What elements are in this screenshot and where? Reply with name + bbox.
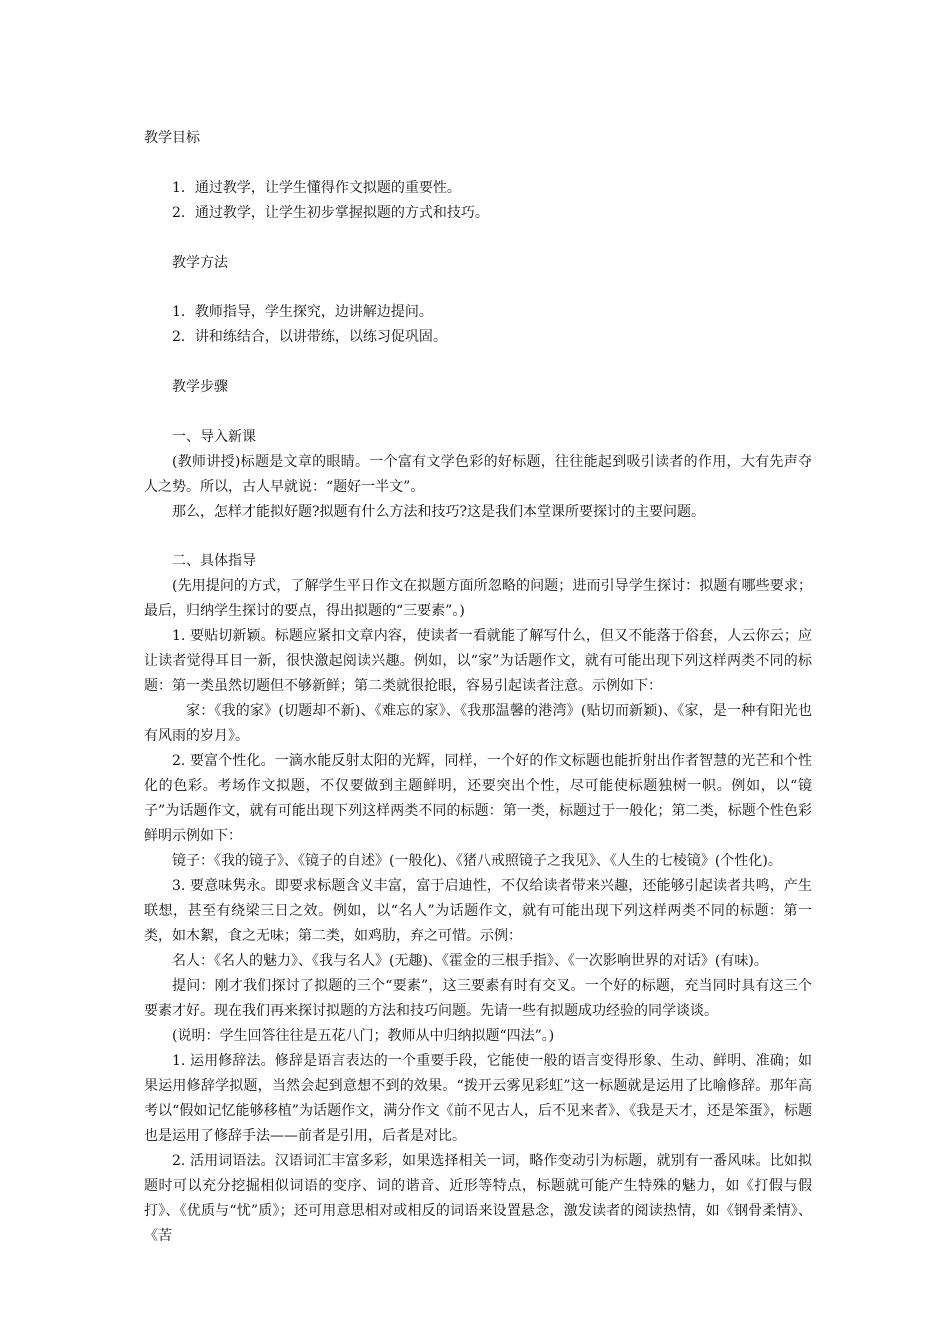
steps-heading: 教学步骤 [172, 379, 228, 395]
point-1-example: 家：《我的家》(切题却不新)、《难忘的家》、《我那温馨的港湾》(贴切而新颖)、《家，是一种有阳光也有风雨的岁月》。 [144, 703, 812, 744]
section-1-paragraph-1: (教师讲授)标题是文章的眼睛。一个富有文学色彩的好标题，往往能起到吸引读者的作用，大有先声夺人之势。所以，古人早就说：“题好一半文”。 [144, 454, 812, 495]
point-3-example: 名人：《名人的魅力》、《我与名人》(无趣)、《霍金的三根手指》、《一次影响世界的对话》(有味)。 [172, 953, 768, 969]
methods-list [144, 300, 812, 350]
question-paragraph: 提问：刚才我们探讨了拟题的三个“要素”，这三要素有时有交叉。一个好的标题，充当同时具有这三个要素才好。现在我们再来探讨拟题的方法和技巧问题。先请一些有拟题成功经验的同学谈谈。 [144, 978, 812, 1019]
section-2-title: 二、具体指导 [172, 553, 256, 569]
section-1-title: 一、导入新课 [172, 429, 256, 445]
method-2-paragraph: 2. 活用词语法。汉语词汇丰富多彩，如果选择相关一词，略作变动引为标题，就别有一番风味。比如拟题时可以充分挖掘相似词语的变序、词的谐音、近形等特点，标题就可能产生特殊的魅力，如《打假与假打》、《优质与“忧”质》；还可用意思相对或相反的词语来设置悬念，激发读者的阅读热情，如《钢骨柔情》、《苦 [144, 1153, 812, 1244]
section-2 [144, 549, 812, 1249]
note-paragraph: (说明：学生回答往往是五花八门；教师从中归纳拟题“四法”。) [172, 1028, 555, 1044]
objective-item-2: 2．通过教学，让学生初步掌握拟题的方式和技巧。 [172, 205, 489, 221]
objectives-heading: 教学目标 [144, 130, 200, 146]
method-item-1: 1．教师指导，学生探究，边讲解边提问。 [172, 304, 433, 320]
objectives-list [144, 176, 812, 226]
section-2-intro: (先用提问的方式，了解学生平日作文在拟题方面所忽略的问题；进而引导学生探讨：拟题有哪些要求；最后，归纳学生探讨的要点，得出拟题的“三要素”。) [144, 578, 812, 619]
point-2-example: 镜子：《我的镜子》、《镜子的自述》(一般化)、《猪八戒照镜子之我见》、《人生的七棱镜》(个性化)。 [172, 853, 782, 869]
methods-heading: 教学方法 [172, 255, 228, 271]
section-1-paragraph-2: 那么，怎样才能拟好题?拟题有什么方法和技巧?这是我们本堂课所要探讨的主要问题。 [172, 504, 706, 520]
section-1 [144, 425, 812, 525]
method-1-paragraph: 1. 运用修辞法。修辞是语言表达的一个重要手段，它能使一般的语言变得形象、生动、鲜明、准确；如果运用修辞学拟题，当然会起到意想不到的效果。“拨开云雾见彩虹”这一标题就是运用了比喻修辞。那年高考以“假如记忆能够移植”为话题作文，满分作文《前不见古人，后不见来者》、《我是天才，还是笨蛋》，标题也是运用了修辞手法——前者是引用，后者是对比。 [144, 1053, 812, 1144]
point-1-paragraph: 1. 要贴切新颖。标题应紧扣文章内容，使读者一看就能了解写什么，但又不能落于俗套，人云你云；应让读者觉得耳目一新，很快激起阅读兴趣。例如，以“家”为话题作文，就有可能出现下列这样两类不同的标题：第一类虽然切题但不够新鲜；第二类就很抢眼，容易引起读者注意。示例如下： [144, 628, 812, 694]
point-3-paragraph: 3. 要意味隽永。即要求标题含义丰富，富于启迪性，不仅给读者带来兴趣，还能够引起读者共鸣，产生联想，甚至有绕梁三日之效。例如，以“名人”为话题作文，就有可能出现下列这样两类不同的标题：第一类，如木絮，食之无味；第二类，如鸡肋，弃之可惜。示例： [144, 878, 812, 944]
point-2-paragraph: 2. 要富个性化。一滴水能反射太阳的光辉，同样，一个好的作文标题也能折射出作者智慧的光芒和个性化的色彩。考场作文拟题，不仅要做到主题鲜明，还要突出个性，尽可能使标题独树一帜。例如，以“镜子”为话题作文，就有可能出现下列这样两类不同的标题：第一类，标题过于一般化；第二类，标题个性色彩鲜明示例如下： [144, 753, 812, 844]
objective-item-1: 1．通过教学，让学生懂得作文拟题的重要性。 [172, 180, 461, 196]
method-item-2: 2．讲和练结合，以讲带练，以练习促巩固。 [172, 329, 447, 345]
